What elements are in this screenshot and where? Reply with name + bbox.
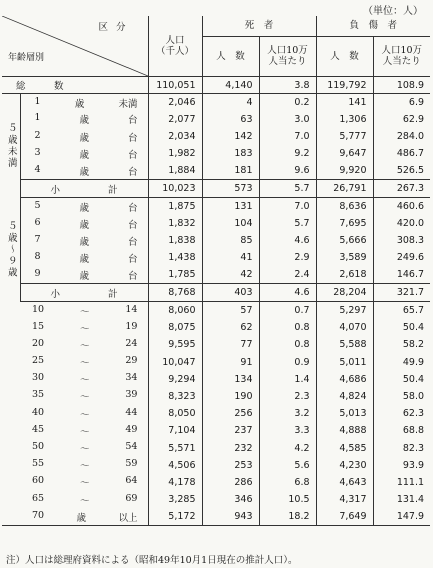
table-row xyxy=(2,336,430,353)
row-label-part: 19 xyxy=(125,320,138,332)
cell-injured-rate: 321.7 xyxy=(373,284,430,302)
cell-deaths-rate: 6.8 xyxy=(259,474,316,491)
table-row xyxy=(2,94,430,111)
row-label-part: 60 xyxy=(32,475,45,487)
subtotal-row xyxy=(2,284,430,302)
row-label-part: 15 xyxy=(32,320,45,332)
cell-population: 7,104 xyxy=(148,422,202,439)
row-label-part: 歳 xyxy=(79,149,90,161)
header-injured-rate xyxy=(373,36,430,76)
row-label-part: 45 xyxy=(32,423,45,435)
cell-population: 10,023 xyxy=(148,180,202,198)
header-rate-line2: 人当たり xyxy=(382,56,421,68)
row-label xyxy=(20,267,148,284)
cell-deaths-rate: 0.2 xyxy=(259,94,316,111)
row-label-part: 歳 xyxy=(76,512,87,524)
cell-injured-rate: 486.7 xyxy=(373,145,430,162)
row-label-part: 台 xyxy=(127,253,138,265)
row-label xyxy=(2,302,148,319)
cell-deaths-rate: 7.0 xyxy=(259,128,316,145)
cell-population: 8,050 xyxy=(148,405,202,422)
group-label: ５歳〜９歳 xyxy=(2,198,20,302)
row-label-part: 〜 xyxy=(79,340,90,352)
row-label xyxy=(20,111,148,128)
cell-deaths: 104 xyxy=(202,215,259,232)
row-label-part: 〜 xyxy=(79,478,90,490)
row-label-part: 4 xyxy=(34,163,41,175)
cell-injured: 5,013 xyxy=(316,405,373,422)
cell-deaths: 256 xyxy=(202,405,259,422)
row-label-part: 5 xyxy=(34,199,41,211)
table-row xyxy=(2,232,430,249)
cell-deaths-rate: 5.6 xyxy=(259,457,316,474)
table-row xyxy=(2,162,430,179)
row-label-part: 1 xyxy=(34,95,41,107)
row-label-part: 台 xyxy=(127,270,138,282)
header-rate-line1: 人口10万 xyxy=(267,44,308,56)
table-row xyxy=(2,474,430,491)
cell-population: 1,875 xyxy=(148,198,202,215)
cell-deaths-rate: 7.0 xyxy=(259,198,316,215)
cell-injured: 2,618 xyxy=(316,267,373,284)
subtotal-label xyxy=(20,180,148,198)
row-label-part: 台 xyxy=(127,132,138,144)
row-label-part: 29 xyxy=(125,355,138,367)
cell-injured-rate: 6.9 xyxy=(373,94,430,111)
cell-population: 1,838 xyxy=(148,232,202,249)
cell-injured-rate: 50.4 xyxy=(373,371,430,388)
header-deaths-count: 人 数 xyxy=(202,36,259,76)
cell-injured: 4,888 xyxy=(316,422,373,439)
cell-deaths: 190 xyxy=(202,388,259,405)
row-label-part: 65 xyxy=(32,492,45,504)
cell-deaths: 42 xyxy=(202,267,259,284)
row-label-part: 30 xyxy=(32,372,45,384)
cell-injured: 4,317 xyxy=(316,491,373,508)
row-label-part: 歳 xyxy=(79,166,90,178)
cell-injured-rate: 58.2 xyxy=(373,336,430,353)
cell-injured: 4,585 xyxy=(316,439,373,456)
row-label-part: 〜 xyxy=(79,392,90,404)
row-label-part: 〜 xyxy=(79,461,90,473)
cell-deaths: 62 xyxy=(202,319,259,336)
cell-injured: 3,589 xyxy=(316,249,373,266)
cell-population: 8,768 xyxy=(148,284,202,302)
cell-deaths: 57 xyxy=(202,302,259,319)
cell-deaths-rate: 18.2 xyxy=(259,508,316,525)
row-label-part: 24 xyxy=(125,337,138,349)
row-label-part: 34 xyxy=(125,372,138,384)
table-row xyxy=(2,439,430,456)
table-row xyxy=(2,215,430,232)
row-label-part: 55 xyxy=(32,458,45,470)
row-label xyxy=(2,422,148,439)
cell-injured-rate: 62.9 xyxy=(373,111,430,128)
cell-deaths-rate: 3.3 xyxy=(259,422,316,439)
cell-injured: 4,643 xyxy=(316,474,373,491)
cell-injured: 9,920 xyxy=(316,162,373,179)
unit-label: （単位：人） xyxy=(363,6,423,17)
row-label-part: 3 xyxy=(34,146,41,158)
cell-injured: 1,306 xyxy=(316,111,373,128)
subtotal-label xyxy=(20,284,148,302)
cell-deaths: 403 xyxy=(202,284,259,302)
cell-injured: 5,777 xyxy=(316,128,373,145)
cell-deaths: 346 xyxy=(202,491,259,508)
cell-population: 1,884 xyxy=(148,162,202,179)
table-row xyxy=(2,145,430,162)
cell-injured: 5,588 xyxy=(316,336,373,353)
cell-injured: 8,636 xyxy=(316,198,373,215)
table-row xyxy=(2,111,430,128)
row-label-part: 14 xyxy=(125,303,138,315)
table-row xyxy=(2,422,430,439)
row-label-part: 39 xyxy=(125,389,138,401)
cell-population: 8,075 xyxy=(148,319,202,336)
row-label-part: 44 xyxy=(125,406,138,418)
cell-population: 1,832 xyxy=(148,215,202,232)
header-deaths: 死 者 xyxy=(202,16,316,36)
cell-deaths-rate: 3.8 xyxy=(259,77,316,94)
cell-deaths-rate: 1.4 xyxy=(259,371,316,388)
header-injured-count: 人 数 xyxy=(316,36,373,76)
cell-injured-rate: 68.8 xyxy=(373,422,430,439)
row-label-part: 10 xyxy=(32,303,45,315)
cell-deaths-rate: 5.7 xyxy=(259,215,316,232)
statistics-table xyxy=(2,16,430,526)
cell-deaths-rate: 4.2 xyxy=(259,439,316,456)
row-label-part: 2 xyxy=(34,129,41,141)
row-label-part: 歳 xyxy=(79,236,90,248)
cell-deaths-rate: 0.8 xyxy=(259,336,316,353)
row-label xyxy=(20,215,148,232)
header-age-group: 年齢層別 xyxy=(8,53,45,64)
row-label xyxy=(2,439,148,456)
row-label-part: 台 xyxy=(127,236,138,248)
cell-injured-rate: 82.3 xyxy=(373,439,430,456)
table-row xyxy=(2,405,430,422)
total-label: 総 数 xyxy=(2,77,148,94)
cell-injured: 5,011 xyxy=(316,354,373,371)
cell-injured-rate: 65.7 xyxy=(373,302,430,319)
cell-deaths: 85 xyxy=(202,232,259,249)
cell-injured-rate: 111.1 xyxy=(373,474,430,491)
table-row xyxy=(2,319,430,336)
cell-injured-rate: 108.9 xyxy=(373,77,430,94)
cell-injured-rate: 147.9 xyxy=(373,508,430,525)
cell-deaths-rate: 4.6 xyxy=(259,284,316,302)
cell-injured-rate: 460.6 xyxy=(373,198,430,215)
cell-deaths: 91 xyxy=(202,354,259,371)
cell-deaths-rate: 3.2 xyxy=(259,405,316,422)
cell-deaths: 183 xyxy=(202,145,259,162)
cell-deaths: 131 xyxy=(202,198,259,215)
cell-deaths: 181 xyxy=(202,162,259,179)
row-label-part: 〜 xyxy=(79,495,90,507)
cell-deaths-rate: 0.8 xyxy=(259,319,316,336)
cell-injured-rate: 526.5 xyxy=(373,162,430,179)
cell-deaths-rate: 5.7 xyxy=(259,180,316,198)
cell-population: 4,178 xyxy=(148,474,202,491)
row-label-part: 台 xyxy=(127,166,138,178)
cell-deaths-rate: 0.7 xyxy=(259,302,316,319)
row-label-part: 35 xyxy=(32,389,45,401)
header-population-unit: （千人） xyxy=(155,46,194,57)
cell-injured-rate: 146.7 xyxy=(373,267,430,284)
row-label xyxy=(2,491,148,508)
cell-population: 3,285 xyxy=(148,491,202,508)
row-label-part: 〜 xyxy=(79,426,90,438)
row-label-part: 歳 xyxy=(79,202,90,214)
header-deaths-rate xyxy=(259,36,316,76)
header-rate-line2: 人当たり xyxy=(268,56,307,68)
table-row xyxy=(2,354,430,371)
row-label xyxy=(20,232,148,249)
table-row xyxy=(2,198,430,215)
row-label xyxy=(20,249,148,266)
table-row xyxy=(2,388,430,405)
cell-population: 9,294 xyxy=(148,371,202,388)
cell-injured-rate: 93.9 xyxy=(373,457,430,474)
cell-deaths-rate: 2.9 xyxy=(259,249,316,266)
row-label-part: 6 xyxy=(34,216,41,228)
cell-injured: 4,824 xyxy=(316,388,373,405)
row-label-part: 歳 xyxy=(74,98,85,110)
row-label-part: 70 xyxy=(32,509,45,521)
row-label xyxy=(2,457,148,474)
row-label xyxy=(20,94,148,111)
header-corner xyxy=(2,16,148,77)
cell-injured: 4,070 xyxy=(316,319,373,336)
cell-population: 10,047 xyxy=(148,354,202,371)
subtotal-label-part: 小 xyxy=(50,288,61,300)
row-label-part: 49 xyxy=(125,423,138,435)
cell-population: 5,172 xyxy=(148,508,202,525)
cell-deaths-rate: 9.2 xyxy=(259,145,316,162)
cell-injured: 141 xyxy=(316,94,373,111)
cell-injured: 26,791 xyxy=(316,180,373,198)
row-label-part: 歳 xyxy=(79,115,90,127)
cell-injured: 7,695 xyxy=(316,215,373,232)
cell-population: 2,034 xyxy=(148,128,202,145)
total-row xyxy=(2,77,430,94)
cell-population: 1,982 xyxy=(148,145,202,162)
cell-deaths: 286 xyxy=(202,474,259,491)
row-label-part: 9 xyxy=(34,267,41,279)
cell-population: 1,785 xyxy=(148,267,202,284)
cell-deaths-rate: 2.4 xyxy=(259,267,316,284)
cell-deaths: 253 xyxy=(202,457,259,474)
cell-population: 4,506 xyxy=(148,457,202,474)
cell-injured: 5,297 xyxy=(316,302,373,319)
row-label-part: 以上 xyxy=(118,512,138,524)
row-label xyxy=(2,508,148,525)
row-label xyxy=(20,162,148,179)
row-label-part: 台 xyxy=(127,115,138,127)
row-label-part: 台 xyxy=(127,202,138,214)
row-label xyxy=(2,388,148,405)
cell-deaths: 63 xyxy=(202,111,259,128)
cell-deaths-rate: 4.6 xyxy=(259,232,316,249)
cell-deaths: 77 xyxy=(202,336,259,353)
cell-deaths: 4 xyxy=(202,94,259,111)
group-label: ５歳未満 xyxy=(2,94,20,198)
row-label-part: 台 xyxy=(127,149,138,161)
cell-population: 8,060 xyxy=(148,302,202,319)
row-label-part: 25 xyxy=(32,355,45,367)
table-row xyxy=(2,302,430,319)
cell-injured-rate: 249.6 xyxy=(373,249,430,266)
row-label-part: 8 xyxy=(34,250,41,262)
cell-injured-rate: 284.0 xyxy=(373,128,430,145)
row-label xyxy=(2,319,148,336)
footnote: 注）人口は総理府資料による（昭和49年10月1日現在の推計人口）。 xyxy=(6,555,298,566)
row-label-part: 50 xyxy=(32,441,45,453)
row-label-part: 歳 xyxy=(79,132,90,144)
row-label xyxy=(2,354,148,371)
row-label-part: 〜 xyxy=(79,358,90,370)
cell-population: 2,077 xyxy=(148,111,202,128)
row-label-part: 歳 xyxy=(79,219,90,231)
cell-injured-rate: 308.3 xyxy=(373,232,430,249)
row-label xyxy=(20,128,148,145)
cell-injured: 28,204 xyxy=(316,284,373,302)
cell-injured-rate: 131.4 xyxy=(373,491,430,508)
cell-population: 2,046 xyxy=(148,94,202,111)
header-population-label: 人口 xyxy=(165,34,185,46)
row-label-part: 〜 xyxy=(79,409,90,421)
cell-injured: 4,230 xyxy=(316,457,373,474)
header-population xyxy=(148,16,202,77)
row-label xyxy=(2,474,148,491)
row-label-part: 歳 xyxy=(79,253,90,265)
cell-deaths: 232 xyxy=(202,439,259,456)
table-row xyxy=(2,371,430,388)
row-label-part: 40 xyxy=(32,406,45,418)
table-row xyxy=(2,267,430,284)
cell-population: 8,323 xyxy=(148,388,202,405)
cell-injured-rate: 58.0 xyxy=(373,388,430,405)
cell-deaths: 134 xyxy=(202,371,259,388)
row-label-part: 54 xyxy=(125,441,138,453)
row-label xyxy=(20,145,148,162)
cell-deaths-rate: 2.3 xyxy=(259,388,316,405)
header-rate-line1: 人口10万 xyxy=(381,44,423,56)
row-label xyxy=(20,198,148,215)
cell-injured: 4,686 xyxy=(316,371,373,388)
subtotal-row xyxy=(2,180,430,198)
table-row xyxy=(2,491,430,508)
row-label xyxy=(2,405,148,422)
cell-population: 9,595 xyxy=(148,336,202,353)
cell-injured-rate: 50.4 xyxy=(373,319,430,336)
row-label-part: 1 xyxy=(34,112,41,124)
row-label-part: 歳 xyxy=(79,270,90,282)
cell-injured: 119,792 xyxy=(316,77,373,94)
cell-deaths-rate: 9.6 xyxy=(259,162,316,179)
table-row xyxy=(2,508,430,525)
row-label-part: 20 xyxy=(32,337,45,349)
cell-deaths-rate: 3.0 xyxy=(259,111,316,128)
row-label-part: 〜 xyxy=(79,306,90,318)
cell-deaths: 41 xyxy=(202,249,259,266)
cell-injured: 5,666 xyxy=(316,232,373,249)
header-kubun: 区分 xyxy=(98,22,134,33)
cell-deaths: 142 xyxy=(202,128,259,145)
table-row xyxy=(2,128,430,145)
row-label-part: 64 xyxy=(125,475,138,487)
row-label-part: 台 xyxy=(127,219,138,231)
cell-deaths-rate: 10.5 xyxy=(259,491,316,508)
cell-population: 110,051 xyxy=(148,77,202,94)
row-label xyxy=(2,371,148,388)
cell-injured: 7,649 xyxy=(316,508,373,525)
row-label-part: 〜 xyxy=(79,444,90,456)
cell-deaths: 943 xyxy=(202,508,259,525)
row-label-part: 7 xyxy=(34,233,41,245)
cell-deaths: 4,140 xyxy=(202,77,259,94)
cell-injured-rate: 420.0 xyxy=(373,215,430,232)
cell-population: 5,571 xyxy=(148,439,202,456)
cell-deaths: 573 xyxy=(202,180,259,198)
cell-population: 1,438 xyxy=(148,249,202,266)
cell-deaths-rate: 0.9 xyxy=(259,354,316,371)
row-label-part: 未満 xyxy=(118,98,138,110)
subtotal-label-part: 計 xyxy=(107,184,118,196)
subtotal-label-part: 計 xyxy=(107,288,118,300)
cell-injured: 9,647 xyxy=(316,145,373,162)
subtotal-label-part: 小 xyxy=(50,184,61,196)
row-label-part: 69 xyxy=(125,492,138,504)
row-label xyxy=(2,336,148,353)
row-label-part: 〜 xyxy=(79,375,90,387)
row-label-part: 59 xyxy=(125,458,138,470)
cell-injured-rate: 49.9 xyxy=(373,354,430,371)
cell-injured-rate: 267.3 xyxy=(373,180,430,198)
table-row xyxy=(2,249,430,266)
table-row xyxy=(2,457,430,474)
cell-injured-rate: 62.3 xyxy=(373,405,430,422)
cell-deaths: 237 xyxy=(202,422,259,439)
row-label-part: 〜 xyxy=(79,323,90,335)
header-injured: 負 傷 者 xyxy=(316,16,430,36)
